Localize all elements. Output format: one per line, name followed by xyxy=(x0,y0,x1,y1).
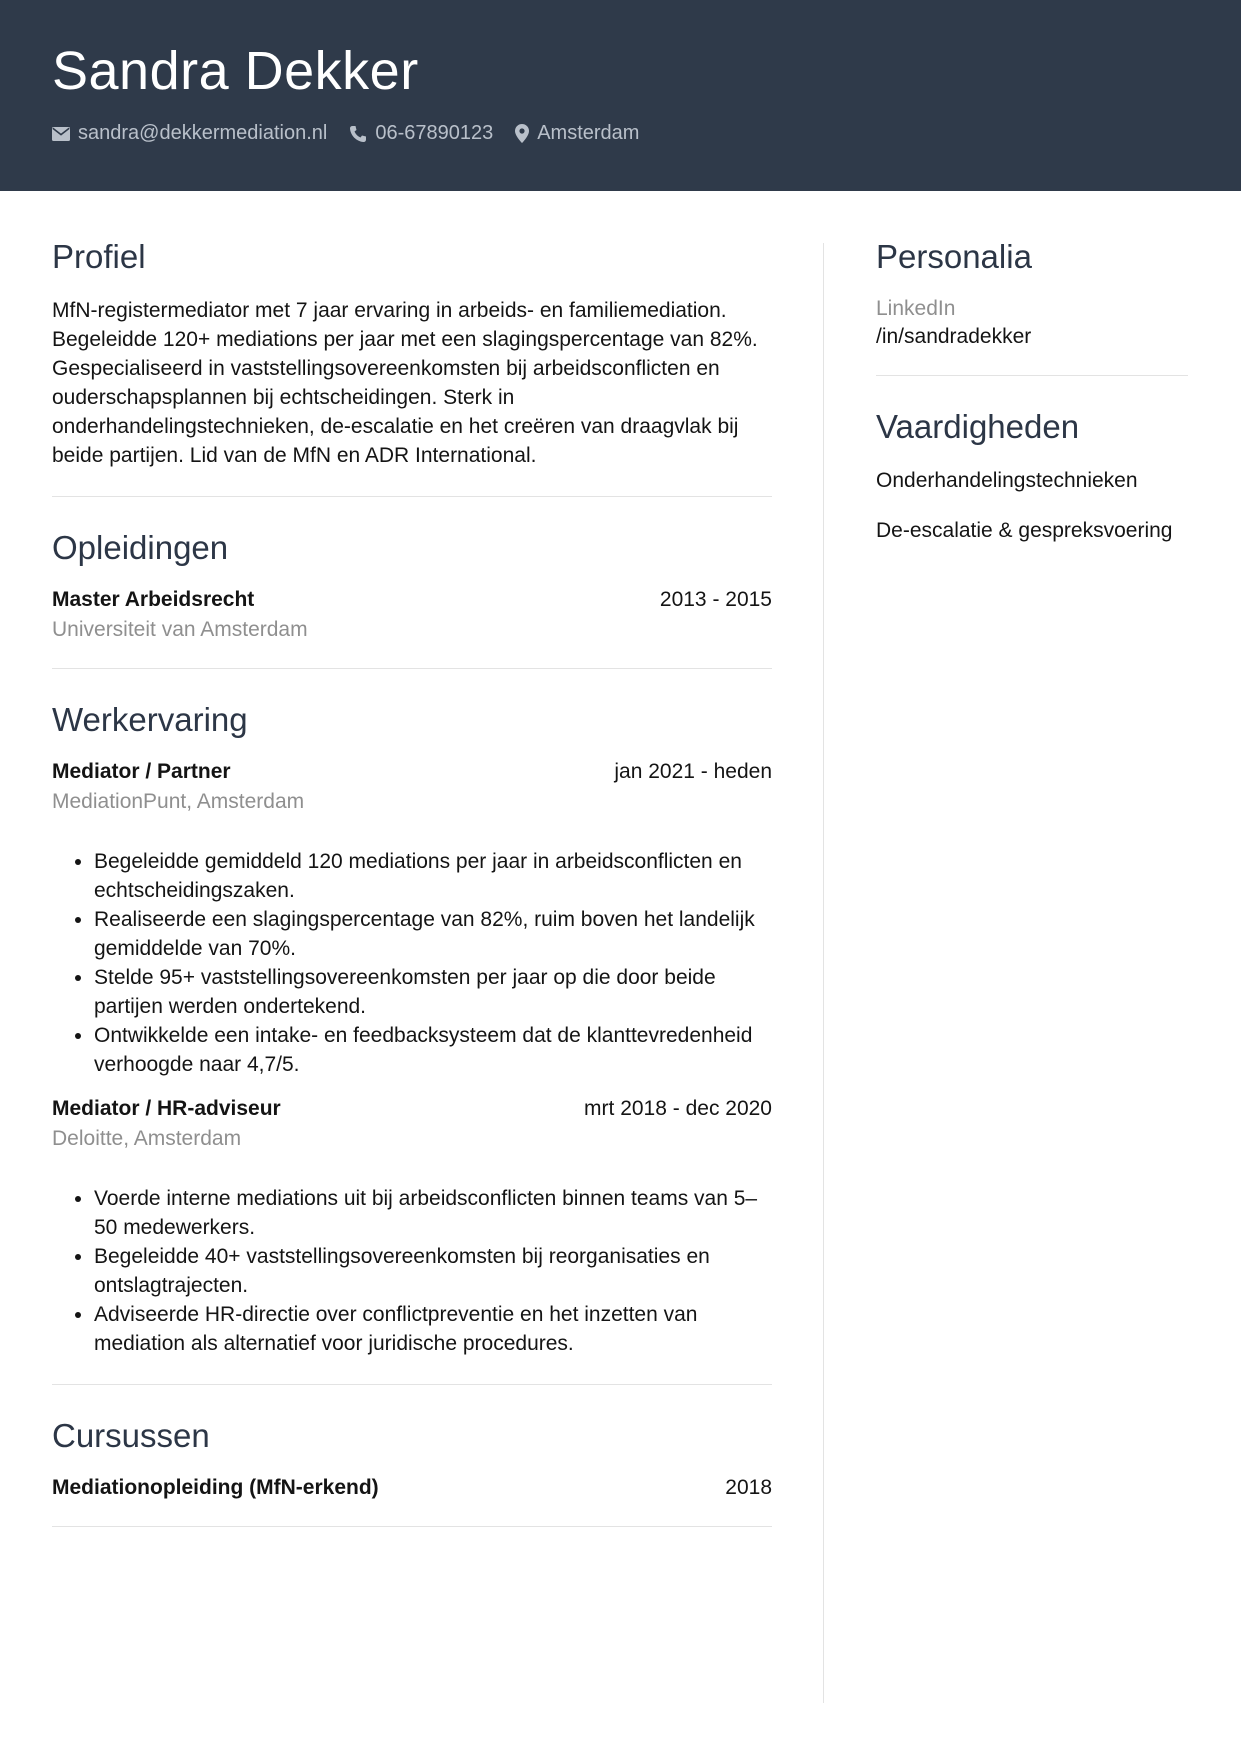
list-item: • Realiseerde een slagingspercentage van 82%, ruim boven het landelijk gemiddelde van 70%. xyxy=(94,905,772,963)
personal-section xyxy=(876,240,1188,349)
list-item: • Begeleidde 40+ vaststellingsovereenkomsten bij reorganisaties en ontslagtrajecten. xyxy=(94,1242,772,1300)
contact-location xyxy=(515,122,639,145)
job-role: Mediator / Partner xyxy=(52,760,231,783)
envelope-icon xyxy=(52,127,70,141)
section-divider xyxy=(52,496,772,497)
job-bullets xyxy=(52,1184,772,1358)
list-item: • Begeleidde gemiddeld 120 mediations per jaar in arbeidsconflicten en echtscheidingszaken. xyxy=(94,847,772,905)
course-entry xyxy=(52,1476,772,1500)
profile-text: MfN-registermediator met 7 jaar ervaring in arbeids- en familiemediation. Begeleidde 120+ mediations per jaar met een slagingspercentage van 82%. Gespecialiseerd in vaststellingsovereenkomsten bij arbeidsconflicten en ouderschapsplannen bij echtscheidingen. Sterk in onderhandelingstechnieken, de-escalatie en het creëren van draagvlak bij beide partijen. Lid van de MfN en ADR International. xyxy=(52,299,758,467)
job-entry xyxy=(52,760,772,1079)
person-name: Sandra Dekker xyxy=(52,41,419,101)
course-name: Mediationopleiding (MfN-erkend) xyxy=(52,1476,379,1499)
job-company: MediationPunt, Amsterdam xyxy=(52,790,305,813)
section-title-personal: Personalia xyxy=(876,238,1032,275)
location-text: Amsterdam xyxy=(537,122,640,144)
section-divider xyxy=(52,1384,772,1385)
profile-section xyxy=(52,240,772,470)
contact-bar xyxy=(52,122,661,145)
job-bullets xyxy=(52,847,772,1079)
section-title-education: Opleidingen xyxy=(52,529,229,566)
courses-section xyxy=(52,1419,772,1500)
resume-header xyxy=(0,0,1241,191)
list-item: • Stelde 95+ vaststellingsovereenkomsten per jaar op die door beide partijen werden ondertekend. xyxy=(94,963,772,1021)
section-title-profile: Profiel xyxy=(52,238,146,275)
phone-text: 06-67890123 xyxy=(375,122,494,144)
list-item: • Voerde interne mediations uit bij arbeidsconflicten binnen teams van 5–50 medewerkers. xyxy=(94,1184,772,1242)
education-school: Universiteit van Amsterdam xyxy=(52,618,308,641)
column-divider xyxy=(823,243,824,1703)
education-degree: Master Arbeidsrecht xyxy=(52,588,255,611)
email-text: sandra@dekkermediation.nl xyxy=(78,122,328,144)
education-section xyxy=(52,531,772,642)
experience-section xyxy=(52,703,772,1358)
linkedin-link[interactable]: /in/sandradekker xyxy=(876,325,1032,348)
skill-item: De-escalatie & gespreksvoering xyxy=(876,519,1173,542)
job-period: jan 2021 - heden xyxy=(614,760,772,783)
job-period: mrt 2018 - dec 2020 xyxy=(584,1097,772,1120)
linkedin-label: LinkedIn xyxy=(876,297,956,320)
section-divider xyxy=(52,668,772,669)
main-column xyxy=(52,240,772,1527)
job-role: Mediator / HR-adviseur xyxy=(52,1097,281,1120)
section-title-skills: Vaardigheden xyxy=(876,408,1080,445)
contact-phone[interactable] xyxy=(349,122,493,145)
list-item: • Adviseerde HR-directie over conflictpreventie en het inzetten van mediation als alternatief voor juridische procedures. xyxy=(94,1300,772,1358)
list-item: • Ontwikkelde een intake- en feedbacksysteem dat de klanttevredenheid verhoogde naar 4,7/5. xyxy=(94,1021,772,1079)
job-company: Deloitte, Amsterdam xyxy=(52,1127,242,1150)
course-year: 2018 xyxy=(725,1476,772,1499)
education-entry xyxy=(52,588,772,642)
skills-section xyxy=(876,410,1188,545)
map-pin-icon xyxy=(515,124,529,143)
skill-item: Onderhandelingstechnieken xyxy=(876,469,1138,492)
section-divider xyxy=(876,375,1188,376)
phone-icon xyxy=(349,125,367,143)
section-title-experience: Werkervaring xyxy=(52,701,248,738)
education-period: 2013 - 2015 xyxy=(659,588,772,611)
job-entry xyxy=(52,1097,772,1358)
sidebar xyxy=(876,240,1188,545)
section-title-courses: Cursussen xyxy=(52,1417,210,1454)
section-divider xyxy=(52,1526,772,1527)
contact-email[interactable] xyxy=(52,122,327,145)
